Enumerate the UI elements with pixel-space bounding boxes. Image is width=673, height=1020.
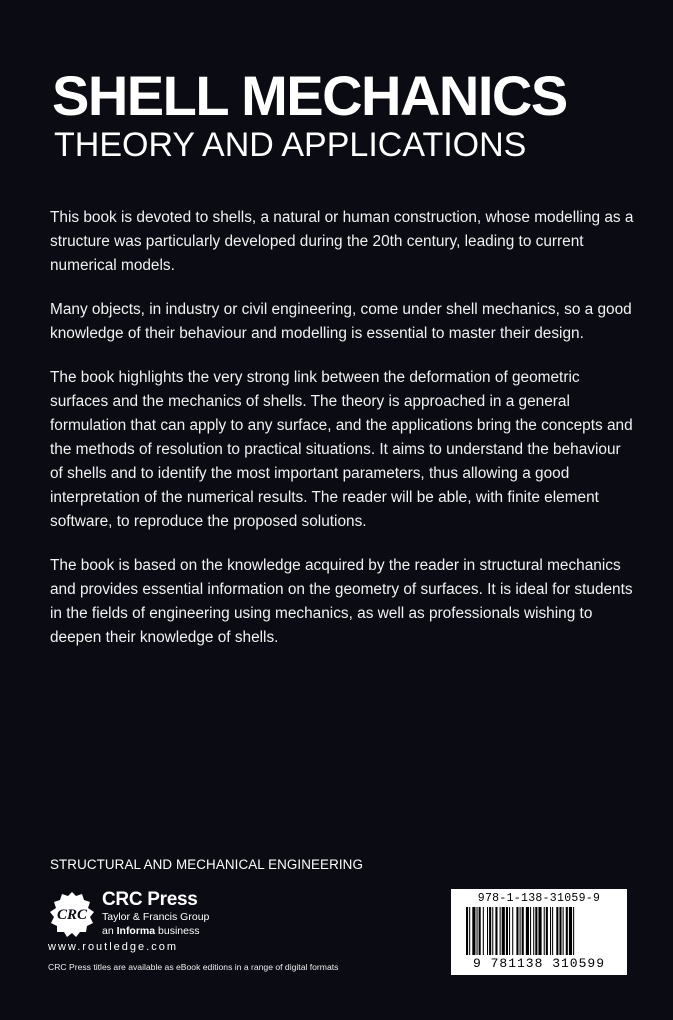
blurb-paragraph-4: The book is based on the knowledge acquired by the reader in structural mechanics and provides essential information on the geometry of surfaces. It is ideal for students in the fields of engineering using mechanics, as well as professionals wishing to deepen their knowledge of shells. bbox=[50, 557, 633, 646]
business-bold: Informa bbox=[116, 925, 156, 937]
crc-logo-icon bbox=[48, 890, 96, 938]
ean-digits: 9 781138 310599 bbox=[472, 956, 606, 971]
blurb-paragraph-2: Many objects, in industry or civil engineering, come under shell mechanics, so a good knowledge of their behaviour and modelling is essential to master their design. bbox=[50, 301, 632, 342]
ebook-note: CRC Press titles are available as eBook editions in a range of digital formats bbox=[48, 962, 339, 972]
publisher-business bbox=[102, 925, 199, 937]
publisher-website: www.routledge.com bbox=[48, 941, 178, 953]
crc-logo-text: CRC bbox=[56, 907, 88, 923]
book-subtitle: THEORY AND APPLICATIONS bbox=[54, 126, 527, 164]
business-prefix: an bbox=[102, 925, 117, 937]
isbn-text: 978-1-138-31059-9 bbox=[477, 892, 601, 905]
blurb-paragraph-3: The book highlights the very strong link between the deformation of geometric surfaces and the mechanics of shells. The theory is approached in a general formulation that can apply to any surface, and the applications bring the concepts and the methods of resolution to practical situations. It aims to understand the behaviour of shells and to identify the most important parameters, thus allowing a good interpretation of the numerical results. The reader will be able, with finite element software, to reproduce the proposed solutions. bbox=[50, 369, 633, 530]
publisher-group: Taylor & Francis Group bbox=[102, 911, 210, 923]
series-name: STRUCTURAL AND MECHANICAL ENGINEERING bbox=[50, 857, 363, 872]
blurb bbox=[50, 206, 635, 670]
publisher-name: CRC Press bbox=[102, 889, 198, 910]
business-suffix: business bbox=[155, 925, 200, 937]
blurb-paragraph-1: This book is devoted to shells, a natural or human construction, whose modelling as a structure was particularly developed during the 20th century, leading to current numerical models. bbox=[50, 209, 634, 274]
book-title: SHELL MECHANICS bbox=[52, 64, 567, 127]
isbn-barcode bbox=[451, 889, 627, 975]
